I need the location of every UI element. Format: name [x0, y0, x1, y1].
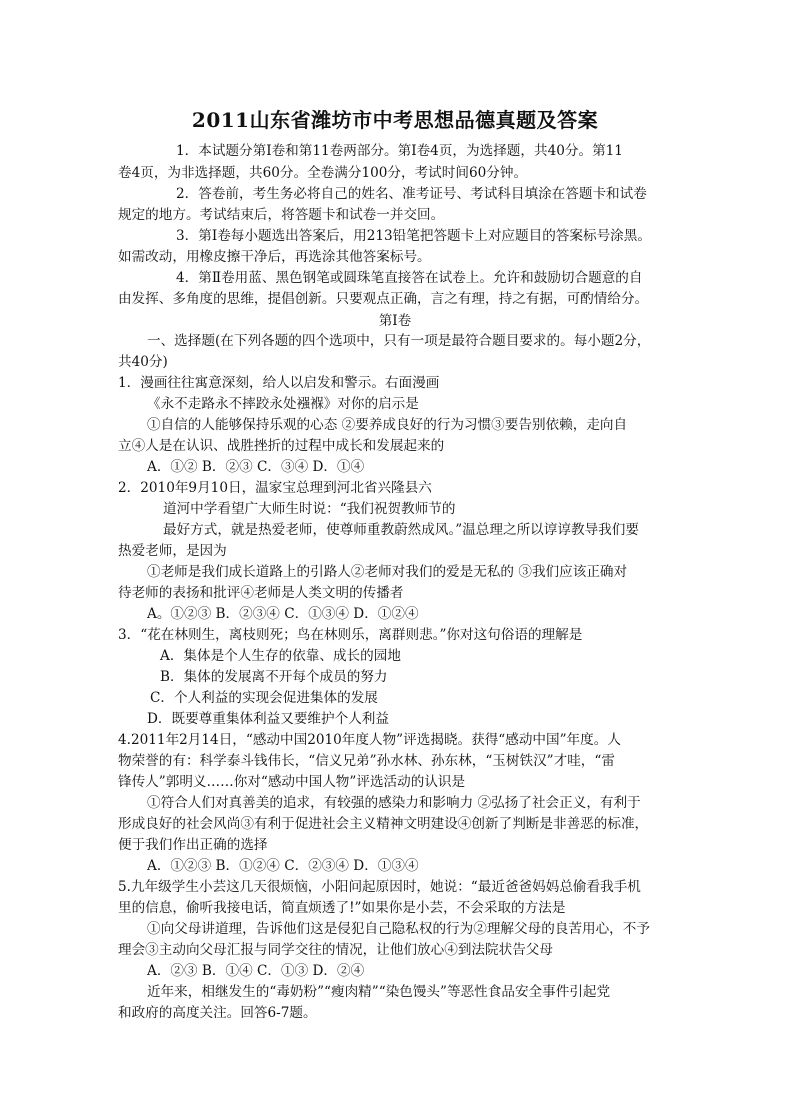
instruction-line: 4．第Ⅱ卷用蓝、黑色钢笔或圆珠笔直接答在试卷上。允许和鼓励切合题意的自 [176, 270, 643, 286]
question-2-stem: 道河中学看望广大师生时说：“我们祝贺教师节的 [163, 501, 456, 517]
instruction-line: 由发挥、多角度的思维，提倡创新。只要观点正确，言之有理，持之有据，可酌情给分。 [118, 291, 649, 307]
question-1-statements: 立④人是在认识、战胜挫折的过程中成长和发展起来的 [118, 438, 445, 454]
instruction-line: 规定的地方。考试结束后，将答题卡和试卷一并交回。 [118, 207, 445, 223]
question-2-statements: 待老师的表扬和批评④老师是人类文明的传播者 [118, 585, 404, 601]
question-2-statements: ①老师是我们成长道路上的引路人②老师对我们的爱是无私的 ③我们应该正确对 [147, 564, 628, 580]
question-4-statements: 便于我们作出正确的选择 [118, 837, 268, 853]
section-intro: 共40分) [118, 354, 168, 370]
question-3-option: A．集体是个人生存的依靠、成长的园地 [160, 648, 401, 664]
question-5-stem: 里的信息，偷听我接电话，简直烦透了!”如果你是小芸，不会采取的方法是 [118, 900, 566, 916]
instruction-line: 卷4页，为非选择题，共60分。全卷满分100分，考试时间60分钟。 [118, 165, 528, 181]
section-intro: 一、选择题(在下列各题的四个选项中，只有一项是最符合题目要求的。每小题2分， [147, 333, 651, 349]
question-3-option: C．个人利益的实现会促进集体的发展 [150, 690, 378, 706]
question-5-options: A．②③ B．①④ C．①③ D．②④ [147, 963, 365, 979]
question-4-stem: 物荣誉的有：科学泰斗钱伟长，“信义兄弟”孙水林、孙东林，“玉树铁汉”才哇，“雷 [118, 753, 615, 769]
instruction-line: 2．答卷前，考生务必将自己的姓名、准考证号、考试科目填涂在答题卡和试卷 [176, 186, 647, 202]
question-1-statements: ①自信的人能够保持乐观的心态 ②要养成良好的行为习惯③要告别依赖，走向自 [147, 417, 628, 433]
question-3-option: B．集体的发展离不开每个成员的努力 [160, 669, 388, 685]
instruction-line: 如需改动，用橡皮擦干净后，再选涂其他答案标号。 [118, 249, 431, 265]
question-2-stem: 最好方式，就是热爱老师，使尊师重教蔚然成风。”温总理之所以谆谆教导我们要 [163, 522, 639, 538]
question-4-statements: 形成良好的社会风尚③有利于促进社会主义精神文明建设④创新了判断是非善恶的标准， [118, 816, 649, 832]
passage-text: 近年来，相继发生的“毒奶粉”“瘦肉精”“染色馒头”等恶性食品安全事件引起党 [147, 984, 611, 1000]
question-4-stem: 锋传人”郭明义……你对“感动中国人物”评选活动的认识是 [118, 774, 466, 790]
question-5-statements: 理会③主动向父母汇报与同学交往的情况，让他们放心④到法院状告父母 [118, 942, 553, 958]
question-1-stem: 《永不走路永不摔跤永处襁褓》对你的启示是 [147, 396, 419, 412]
question-1-stem: 1．漫画往往寓意深刻，给人以启发和警示。右面漫画 [118, 375, 440, 391]
passage-text: 和政府的高度关注。回答6-7题。 [118, 1005, 317, 1021]
question-3-option: D．既要尊重集体利益又要维护个人利益 [147, 711, 389, 727]
question-4-statements: ①符合人们对真善美的追求，有较强的感染力和影响力 ②弘扬了社会正义，有利于 [147, 795, 641, 811]
instruction-line: 3．第Ⅰ卷每小题选出答案后，用213铅笔把答题卡上对应题目的答案标号涂黑。 [176, 228, 651, 244]
question-5-statements: ①向父母讲道理，告诉他们这是侵犯自己隐私权的行为②理解父母的良苦用心，不予 [147, 921, 650, 937]
question-2-stem: 热爱老师，是因为 [118, 543, 227, 559]
instruction-line: 1．本试题分第Ⅰ卷和第11卷两部分。第Ⅰ卷4页，为选择题，共40分。第11 [176, 143, 623, 159]
question-3-stem: 3．“花在林则生，离枝则死；鸟在林则乐，离群则悲。”你对这句俗语的理解是 [118, 627, 583, 643]
question-1-options: A．①② B．②③ C．③④ D．①④ [147, 459, 365, 475]
question-5-stem: 5.九年级学生小芸这几天很烦恼，小阳问起原因时，她说：“最近爸爸妈妈总偷看我手机 [118, 879, 641, 895]
page-title: 2011山东省潍坊市中考思想品德真题及答案 [191, 108, 599, 132]
question-4-options: A．①②③ B．①②④ C．②③④ D．①③④ [147, 858, 419, 874]
question-2-options: A。①②③ B．②③④ C．①③④ D．①②④ [147, 606, 419, 622]
section-title: 第Ⅰ卷 [378, 313, 412, 329]
question-4-stem: 4.2011年2月14日，“感动中国2010年度人物”评选揭晓。获得“感动中国”年度。人 [118, 732, 621, 748]
question-2-stem: 2．2010年9月10日，温家宝总理到河北省兴隆县六 [118, 480, 432, 496]
